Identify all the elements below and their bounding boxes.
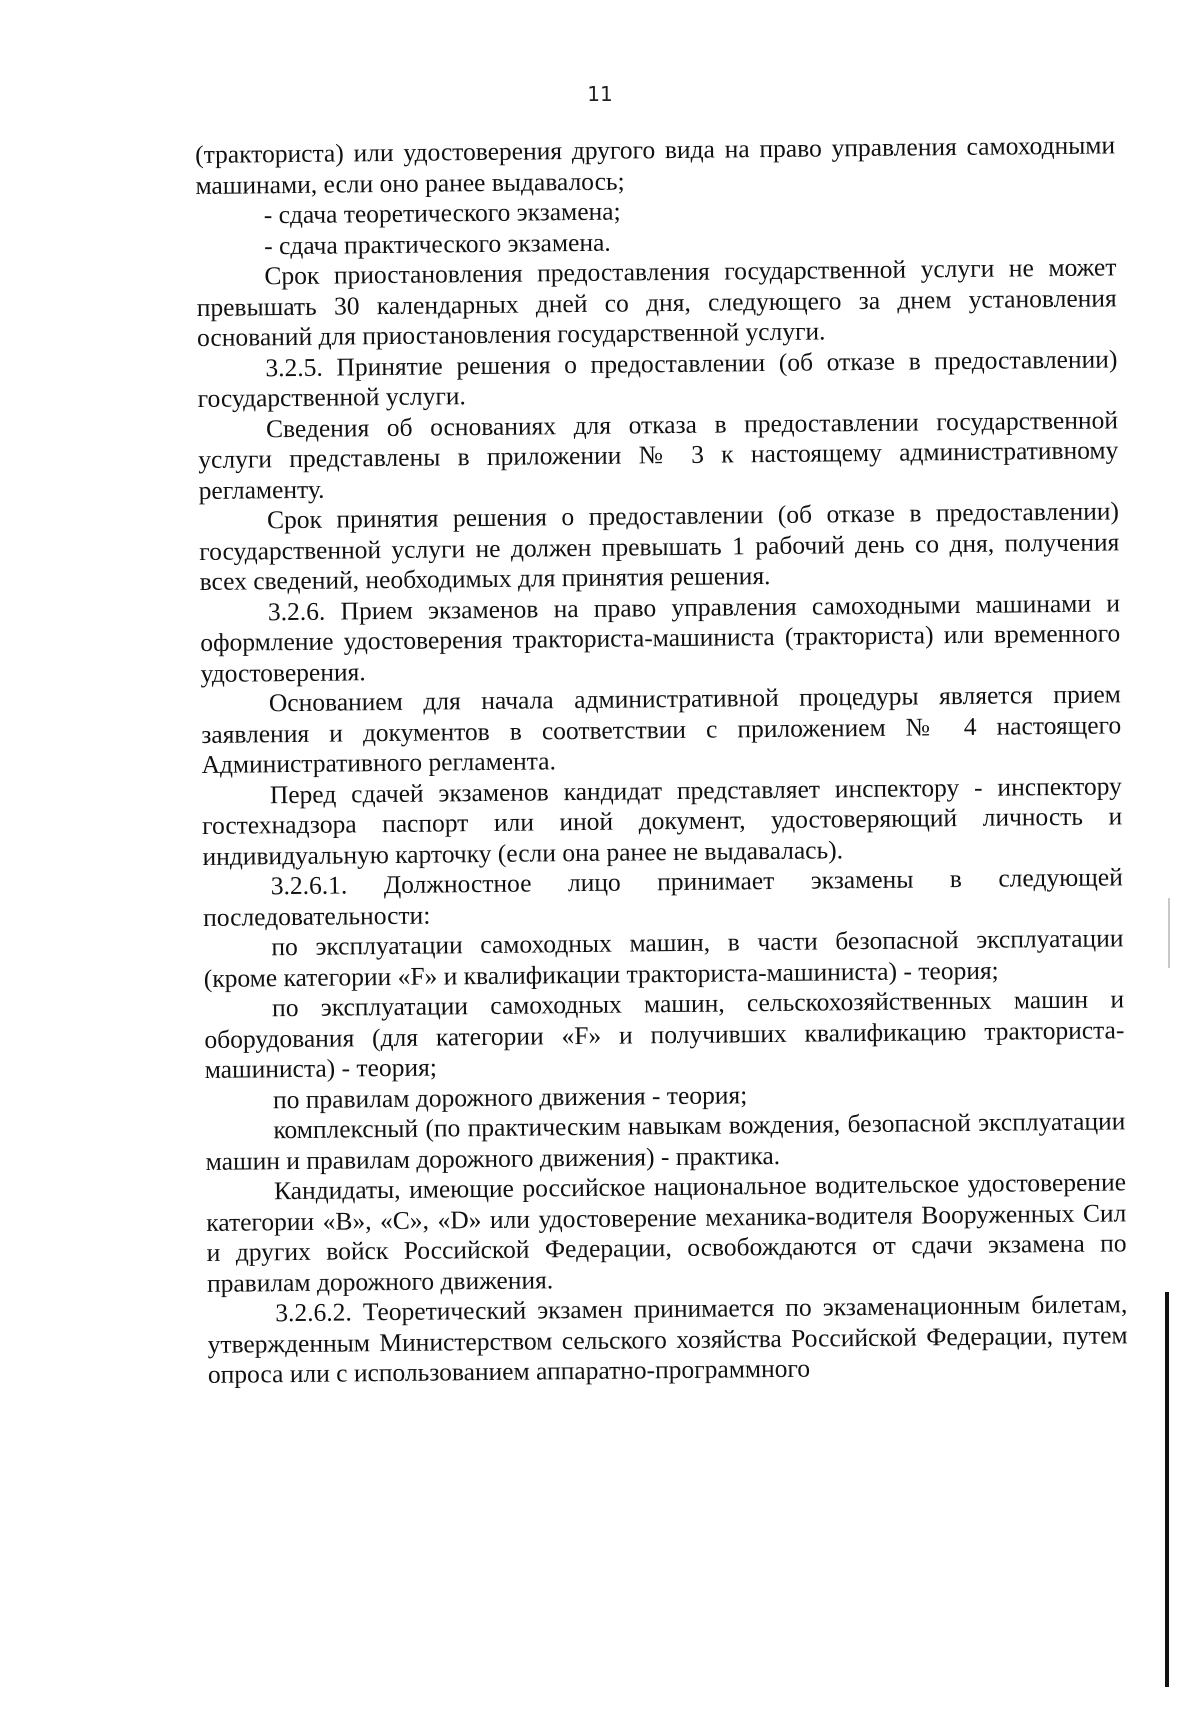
paragraph: Основанием для начала административной процедуры является прием заявления и документов в соответствии с приложением № 4 настоящего Административного регламента. bbox=[201, 679, 1122, 779]
list-item: - сдача практического экзамена. bbox=[263, 227, 611, 260]
list-item: по эксплуатации самоходных машин, сельскохозяйственных машин и оборудования (для категории «F» и получивших квалификацию тракториста-машиниста) - теория; bbox=[204, 984, 1125, 1084]
list-item: по эксплуатации самоходных машин, в части безопасной эксплуатации (кроме категории «F» и квалификации тракториста-машиниста) - теория; bbox=[203, 923, 1124, 993]
section-heading-3-2-6-2: 3.2.6.2. Теоретический экзамен принимается по экзаменационным билетам, утвержденным Министерством сельского хозяйства Российской Федерации, путем опроса или с использованием аппаратно-программного bbox=[207, 1289, 1128, 1389]
document-body bbox=[195, 130, 1128, 1390]
paragraph: Срок принятия решения о предоставлении (об отказе в предоставлении) государственной услуги не должен превышать 1 рабочий день со дня, получения всех сведений, необходимых для принятия решения. bbox=[199, 496, 1120, 596]
section-heading-3-2-6: 3.2.6. Прием экзаменов на право управления самоходными машинами и оформление удостоверения тракториста-машиниста (тракториста) или временного удостоверения. bbox=[200, 587, 1121, 688]
list-item: комплексный (по практическим навыкам вождения, безопасной эксплуатации машин и правилам дорожного движения) - практика. bbox=[205, 1106, 1126, 1176]
page-number: 11 bbox=[587, 82, 613, 106]
scan-artifact-mark bbox=[1168, 898, 1170, 968]
paragraph: Срок приостановления предоставления государственной услуги не может превышать 30 календарных дней со дня, следующего за днем установления оснований для приостановления государственной услуги. bbox=[196, 252, 1117, 352]
paragraph: (тракториста) или удостоверения другого вида на право управления самоходными машинами, если оно ранее выдавалось; bbox=[195, 130, 1116, 200]
paragraph: Сведения об основаниях для отказа в предоставлении государственной услуги представлены в приложении № 3 к настоящему административному регламенту. bbox=[198, 404, 1119, 505]
paragraph: Кандидаты, имеющие российское национальное водительское удостоверение категории «В», «С», «D» или удостоверение механика-водителя Вооруженных Сил и других войск Российской Федерации, освобождаются от сдачи экзамена по правилам дорожного движения. bbox=[206, 1167, 1127, 1298]
list-item: по правилам дорожного движения - теория; bbox=[272, 1079, 748, 1114]
scan-edge-bar bbox=[1165, 1292, 1169, 1687]
list-item: - сдача теоретического экзамена; bbox=[263, 196, 621, 230]
paragraph: Перед сдачей экзаменов кандидат представляет инспектору - инспектору гостехнадзора паспорт или иной документ, удостоверяющий личность и индивидуальную карточку (если она ранее не выдавалась). bbox=[202, 770, 1123, 871]
section-heading-3-2-5: 3.2.5. Принятие решения о предоставлении (об отказе в предоставлении) государственной услуги. bbox=[197, 343, 1118, 413]
section-heading-3-2-6-1: 3.2.6.1. Должностное лицо принимает экзамены в следующей последовательности: bbox=[202, 862, 1123, 932]
